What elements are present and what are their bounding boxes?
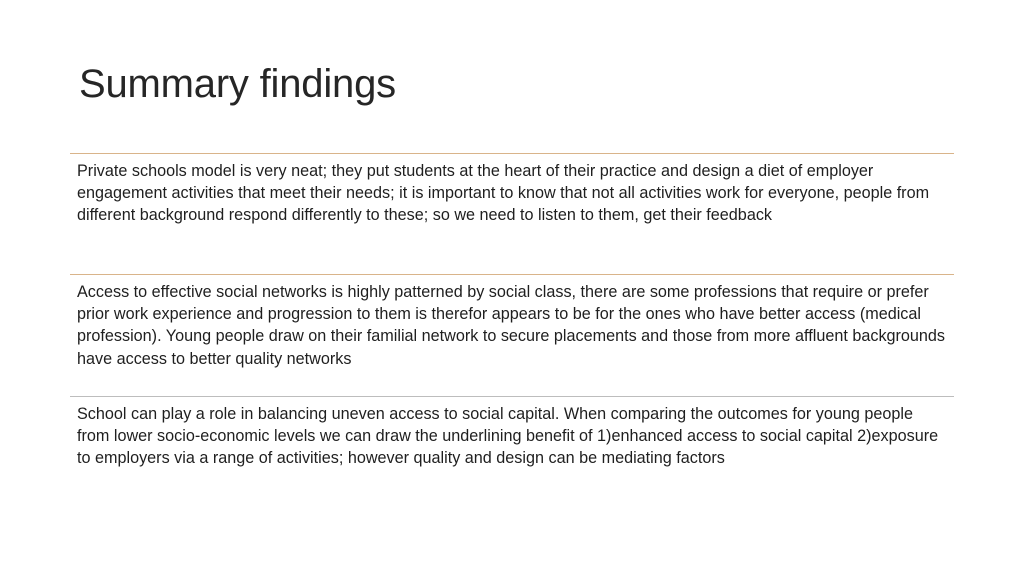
finding-private-schools: Private schools model is very neat; they put students at the heart of their practice and design a diet of employer engagement activities that meet their needs; it is important to know that not all activities work for everyone, people from different background respond differently to these; so we need to listen to them, get their feedback xyxy=(70,153,954,275)
slide-title: Summary findings xyxy=(79,62,396,106)
finding-school-role: School can play a role in balancing uneven access to social capital. When comparing the outcomes for young people from lower socio-economic levels we can draw the underlining benefit of 1)enhanced access to social capital 2)exposure to employers via a range of activities; however quality and design can be mediating factors xyxy=(77,405,939,468)
findings-list xyxy=(70,153,954,507)
finding-social-networks: Access to effective social networks is highly patterned by social class, there are some professions that require or prefer prior work experience and progression to them is therefor appears to be for the ones who have better access (medical profession). Young people draw on their familial network to secure placements and those from more affluent backgrounds have access to better quality networks xyxy=(70,275,954,397)
